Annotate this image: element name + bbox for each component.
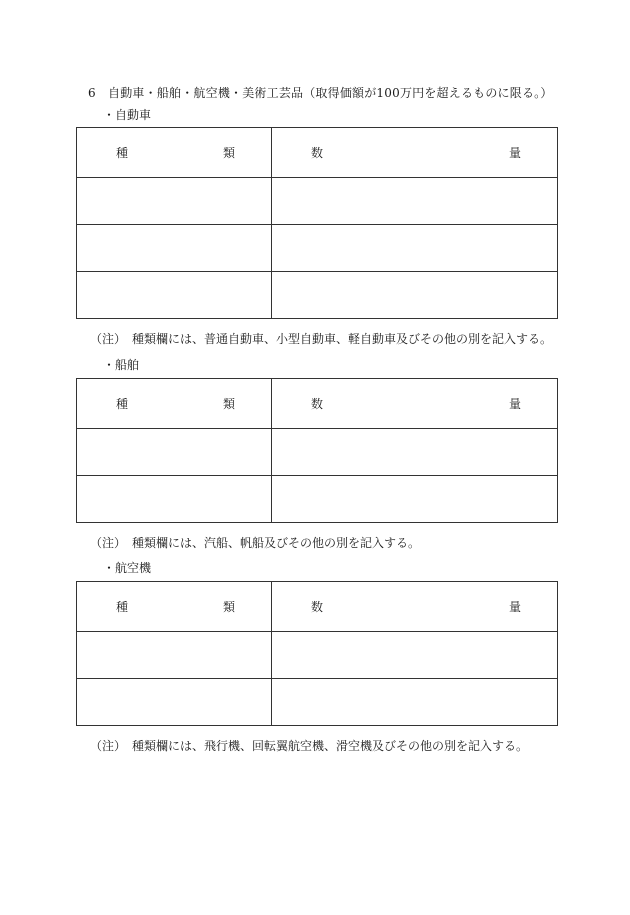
table-header-row: [77, 379, 558, 429]
type-cell[interactable]: [77, 272, 272, 319]
type-cell[interactable]: [77, 429, 272, 476]
header-type-char2: 類: [222, 146, 235, 160]
table-row: [77, 476, 558, 523]
subtitle-ship: ・船舶: [103, 358, 140, 372]
table-row: [77, 225, 558, 272]
type-cell[interactable]: [77, 632, 272, 679]
header-type: [77, 128, 272, 178]
header-type-char1: 種: [116, 146, 129, 160]
quantity-cell[interactable]: [272, 679, 558, 726]
table-row: [77, 679, 558, 726]
header-qty-char1: 数: [311, 397, 324, 411]
section-heading: 6 自動車・船舶・航空機・美術工芸品（取得価額が100万円を超えるものに限る。）: [88, 86, 553, 100]
header-quantity: [272, 582, 558, 632]
quantity-cell[interactable]: [272, 272, 558, 319]
quantity-cell[interactable]: [272, 429, 558, 476]
header-type-char2: 類: [222, 397, 235, 411]
subtitle-automobile: ・自動車: [103, 108, 152, 122]
table-header-row: [77, 582, 558, 632]
type-cell[interactable]: [77, 225, 272, 272]
note-aircraft: （注） 種類欄には、飛行機、回転翼航空機、滑空機及びその他の別を記入する。: [90, 739, 529, 753]
type-cell[interactable]: [77, 178, 272, 225]
header-qty-char1: 数: [311, 600, 324, 614]
table-row: [77, 178, 558, 225]
note-ship: （注） 種類欄には、汽船、帆船及びその他の別を記入する。: [90, 536, 421, 550]
quantity-cell[interactable]: [272, 476, 558, 523]
table-row: [77, 632, 558, 679]
header-quantity: [272, 379, 558, 429]
aircraft-table: [76, 581, 558, 726]
note-automobile: （注） 種類欄には、普通自動車、小型自動車、軽自動車及びその他の別を記入する。: [90, 332, 553, 346]
type-cell[interactable]: [77, 476, 272, 523]
ship-table: [76, 378, 558, 523]
header-type: [77, 379, 272, 429]
header-type-char1: 種: [116, 397, 129, 411]
table-row: [77, 272, 558, 319]
header-qty-char2: 量: [508, 146, 521, 160]
table-header-row: [77, 128, 558, 178]
header-qty-char2: 量: [508, 397, 521, 411]
header-qty-char1: 数: [311, 146, 324, 160]
header-type-char1: 種: [116, 600, 129, 614]
subtitle-aircraft: ・航空機: [103, 561, 152, 575]
type-cell[interactable]: [77, 679, 272, 726]
quantity-cell[interactable]: [272, 178, 558, 225]
quantity-cell[interactable]: [272, 225, 558, 272]
header-qty-char2: 量: [508, 600, 521, 614]
automobile-table: [76, 127, 558, 319]
header-quantity: [272, 128, 558, 178]
quantity-cell[interactable]: [272, 632, 558, 679]
header-type-char2: 類: [222, 600, 235, 614]
header-type: [77, 582, 272, 632]
table-row: [77, 429, 558, 476]
